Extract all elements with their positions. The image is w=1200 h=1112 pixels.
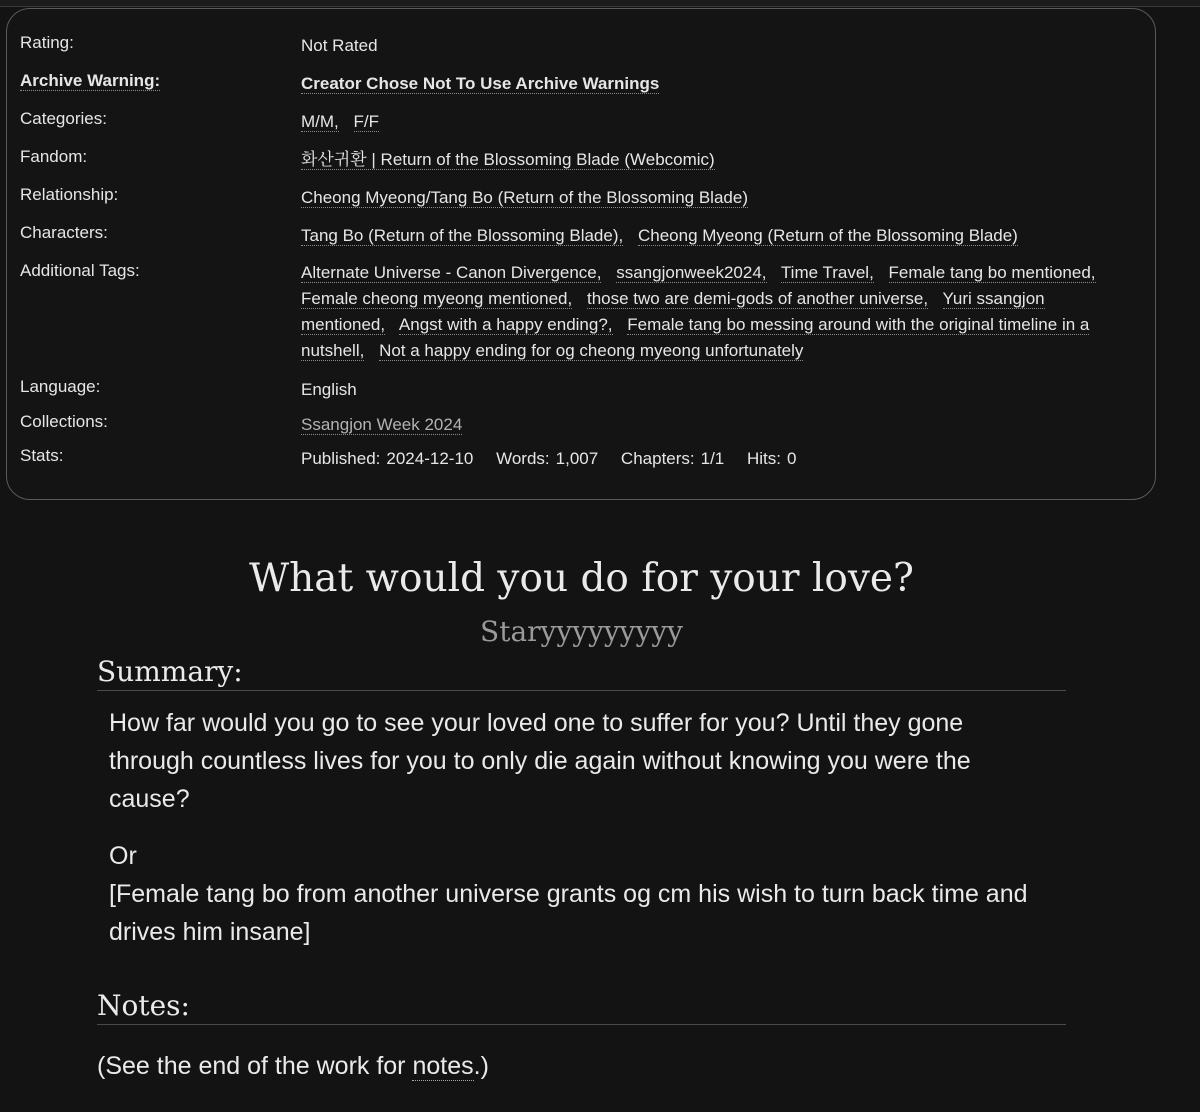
freeform-tag[interactable]: ssangjonweek2024, [616,263,767,282]
collection-link[interactable]: Ssangjon Week 2024 [301,415,463,434]
summary-heading: Summary: [97,655,1066,691]
notes-link[interactable]: notes [412,1052,474,1080]
work-meta-box [6,8,1156,500]
freeform-tag[interactable]: Alternate Universe - Canon Divergence, [301,263,602,282]
work-title: What would you do for your love? [249,556,914,601]
meta-label: Language: [20,377,101,396]
language-value: English [301,380,357,399]
relationship-list [301,185,1121,211]
work-author[interactable]: Staryyyyyyyyy [480,615,683,648]
meta-label: Relationship: [20,185,119,204]
freeform-tag[interactable]: Female cheong myeong mentioned, [301,289,573,308]
meta-label: Collections: [20,412,108,431]
rating-tag[interactable]: Not Rated [301,36,378,55]
character-tag[interactable]: Tang Bo (Return of the Blossoming Blade), [301,226,624,245]
stat-published: Published: 2024-12-10 [301,449,474,468]
freeform-tag[interactable]: Angst with a happy ending?, [398,315,613,334]
meta-label: Stats: [20,446,64,465]
meta-label: Fandom: [20,147,88,166]
summary-text [109,704,1039,975]
freeform-tag[interactable]: Not a happy ending for og cheong myeong unfortunately [379,341,804,360]
tags-list [301,260,1121,364]
freeform-tag[interactable]: Female tang bo mentioned, [888,263,1096,282]
summary-paragraph: How far would you go to see your loved one to suffer for you? Until they gone through countless lives for you to only die again without knowing you were the cause? [109,709,971,813]
stats-list [301,446,1121,472]
meta-label: Characters: [20,223,108,242]
stat-words: Words: 1,007 [496,449,599,468]
freeform-tag[interactable]: Female tang bo messing around with the original timeline in a nutshell, [301,315,1090,360]
categories-list [301,109,1121,135]
character-tag[interactable]: Cheong Myeong (Return of the Blossoming Blade) [637,226,1018,245]
top-bar [0,0,1200,7]
meta-label: Rating: [20,33,74,52]
notes-text: (See the end of the work for notes.) [97,1052,489,1080]
stat-chapters: Chapters: 1/1 [620,449,725,468]
meta-label: Categories: [20,109,107,128]
freeform-tag[interactable]: Time Travel, [780,263,874,282]
freeform-tag[interactable]: those two are demi-gods of another universe, [586,289,929,308]
meta-label: Additional Tags: [20,261,140,280]
collections-list [301,412,1121,438]
fandom-list [301,147,1121,173]
meta-label[interactable]: Archive Warning: [20,71,161,90]
characters-list [301,223,1121,249]
category-tag[interactable]: F/F [353,112,380,131]
stat-hits: Hits: 0 [747,449,797,468]
relationship-tag[interactable]: Cheong Myeong/Tang Bo (Return of the Blossoming Blade) [301,188,748,207]
freeform-tag[interactable]: Yuri ssangjon mentioned, [301,289,1045,334]
fandom-tag[interactable]: 화산귀환 | Return of the Blossoming Blade (Webcomic) [301,150,715,169]
summary-paragraph: Or [Female tang bo from another universe grants og cm his wish to turn back time and drives him insane] [109,842,1028,946]
warning-tag[interactable]: Creator Chose Not To Use Archive Warnings [301,74,660,93]
notes-heading: Notes: [97,989,1066,1025]
category-tag[interactable]: M/M, [301,112,339,131]
